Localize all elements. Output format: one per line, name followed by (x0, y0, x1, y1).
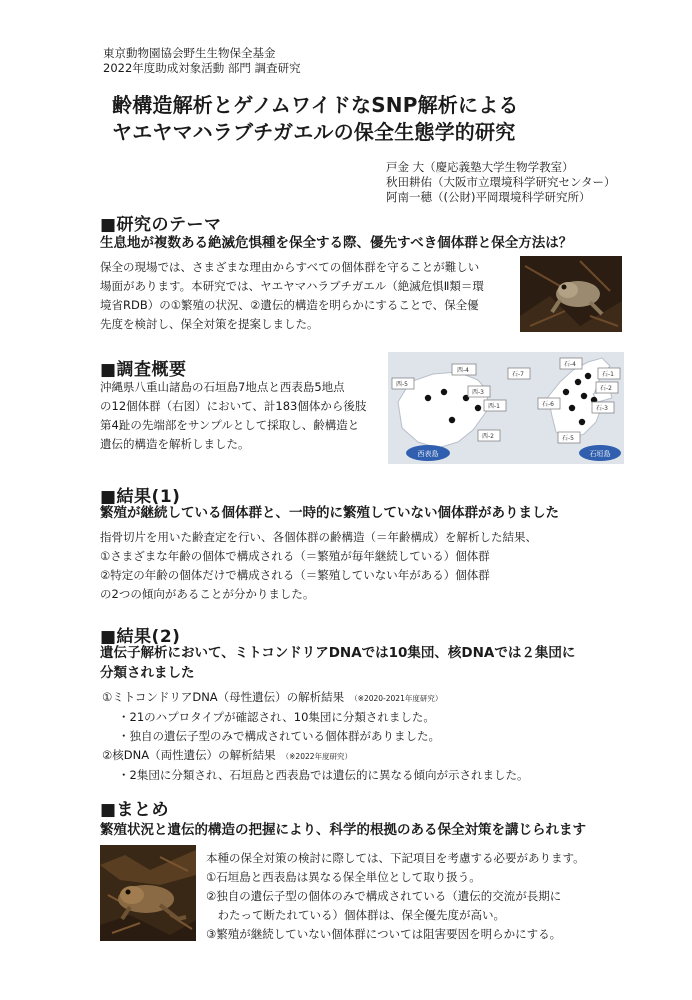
site-dot (441, 389, 447, 395)
result2-item2 (102, 746, 529, 766)
site-label-e1: 石-1 (602, 371, 614, 378)
overview-line-3: 第4趾の先端部をサンプルとして採取し、齢構造と (100, 418, 360, 432)
result2-item1 (102, 688, 529, 708)
result2-subheading-line-2: 分類されました (100, 665, 195, 681)
study-site-map (388, 352, 624, 464)
overview-line-1: 沖縄県八重山諸島の石垣島7地点と西表島5地点 (100, 380, 345, 394)
result1-heading: ■結果(1) (100, 487, 181, 507)
site-dot (425, 395, 431, 401)
site-label-e2: 石-2 (600, 385, 612, 392)
organization-header (103, 46, 301, 76)
result1-subheading: 繁殖が継続している個体群と、一時的に繁殖していない個体群がありました (100, 505, 559, 521)
overview-line-2: の12個体群（右図）において、計183個体から後肢 (100, 399, 367, 413)
result2-item1-note: （※2020-2021年度研究） (350, 694, 443, 703)
overview-body (100, 378, 385, 454)
site-dot (581, 393, 587, 399)
result2-item2-bullet-1: ・2集団に分類され、石垣島と西表島では遺伝的に異なる傾向が示されました。 (118, 768, 529, 782)
summary-item-1: ①石垣島と西表島は異なる保全単位として取り扱う。 (206, 870, 481, 884)
author-1: 戸金 大（慶応義塾大学生物学教室） (386, 160, 574, 174)
site-label-e7: 石-7 (512, 371, 524, 378)
result2-heading: ■結果(2) (100, 627, 181, 647)
result1-line-3: ②特定の年齢の個体だけで構成される（＝繁殖していない年がある）個体群 (100, 568, 490, 582)
summary-intro: 本種の保全対策の検討に際しては、下記項目を考慮する必要があります。 (206, 851, 585, 865)
frog-photo-2 (100, 845, 196, 941)
site-dot (569, 405, 575, 411)
site-label-e3: 石-3 (596, 405, 608, 412)
title-line-1: 齢構造解析とゲノムワイドなSNP解析による (112, 93, 519, 117)
summary-heading: ■まとめ (100, 800, 170, 820)
result2-item1-bullet-1: ・21のハプロタイプが確認され、10集団に分類されました。 (118, 710, 435, 724)
author-3: 阿南一穂（(公財)平岡環境科学研究所） (386, 190, 591, 204)
result2-item2-title: ②核DNA（両性遺伝）の解析結果 (102, 748, 276, 762)
site-label-e6: 石-6 (542, 401, 554, 408)
overview-heading: ■調査概要 (100, 360, 187, 380)
theme-line-4: 先度を検討し、保全対策を提案しました。 (100, 317, 319, 331)
summary-subheading: 繁殖状況と遺伝的構造の把握により、科学的根拠のある保全対策を講じられます (100, 822, 586, 838)
result2-body (102, 688, 529, 785)
site-label-w2: 西-2 (482, 433, 494, 440)
theme-question: 生息地が複数ある絶滅危惧種を保全する際、優先すべき個体群と保全方法は？ (100, 235, 573, 251)
summary-body (206, 849, 585, 944)
org-line-2: 2022年度助成対象活動 部門 調査研究 (103, 61, 301, 75)
site-dot (585, 373, 591, 379)
org-line-1: 東京動物園協会野生生物保全基金 (103, 46, 276, 60)
site-label-w5: 西-5 (396, 381, 408, 388)
site-dot (475, 405, 481, 411)
author-2: 秋田耕佑（大阪市立環境科学研究センター） (386, 175, 616, 189)
site-label-w3: 西-3 (472, 389, 484, 396)
result1-line-2: ①さまざまな年齢の個体で構成される（＝繁殖が毎年継続している）個体群 (100, 549, 490, 563)
site-dot (579, 419, 585, 425)
result2-subheading (100, 643, 575, 683)
site-label-e4: 石-4 (564, 361, 576, 368)
poster-title (112, 92, 519, 146)
site-dot (449, 417, 455, 423)
frog-photo (520, 256, 622, 332)
overview-line-4: 遺伝的構造を解析しました。 (100, 437, 250, 451)
site-label-e5: 石-5 (562, 435, 574, 442)
result2-item1-bullet-2: ・独自の遺伝子型のみで構成されている個体群がありました。 (118, 729, 440, 743)
theme-line-1: 保全の現場では、さまざまな理由からすべての個体群を守ることが難しい (100, 260, 480, 274)
result2-subheading-line-1: 遺伝子解析において、ミトコンドリアDNAでは10集団、核DNAでは２集団に (100, 645, 576, 661)
summary-item-2: ②独自の遺伝子型の個体のみで構成されている（遺伝的交流が長期に (206, 889, 562, 903)
result2-item1-title: ①ミトコンドリアDNA（母性遺伝）の解析結果 (102, 690, 345, 704)
result1-body (100, 528, 537, 604)
title-line-2: ヤエヤマハラブチガエルの保全生態学的研究 (112, 120, 516, 144)
authors (386, 160, 616, 205)
site-dot (575, 379, 581, 385)
theme-body (100, 258, 515, 334)
theme-heading: ■研究のテーマ (100, 215, 222, 235)
site-dot (563, 389, 569, 395)
theme-line-3: 境省RDB）の①繁殖の状況、②遺伝的構造を明らかにすることで、保全優 (100, 298, 479, 312)
iriomote-label: 西表島 (417, 450, 439, 458)
theme-line-2: 場面があります。本研究では、ヤエヤマハラブチガエル（絶滅危惧Ⅱ類＝環 (100, 279, 484, 293)
site-label-w1: 西-1 (488, 403, 500, 410)
summary-item-3: ③繁殖が継続していない個体群については阻害要因を明らかにする。 (206, 927, 562, 941)
result1-line-4: の2つの傾向があることが分かりました。 (100, 587, 315, 601)
summary-item-2-cont: わたって断たれている）個体群は、保全優先度が高い。 (206, 908, 505, 922)
site-label-w4: 西-4 (457, 367, 469, 374)
result2-item2-note: （※2022年度研究） (281, 752, 353, 761)
ishigaki-label: 石垣島 (589, 450, 611, 458)
result1-line-1: 指骨切片を用いた齢査定を行い、各個体群の齢構造（＝年齢構成）を解析した結果、 (100, 530, 537, 544)
